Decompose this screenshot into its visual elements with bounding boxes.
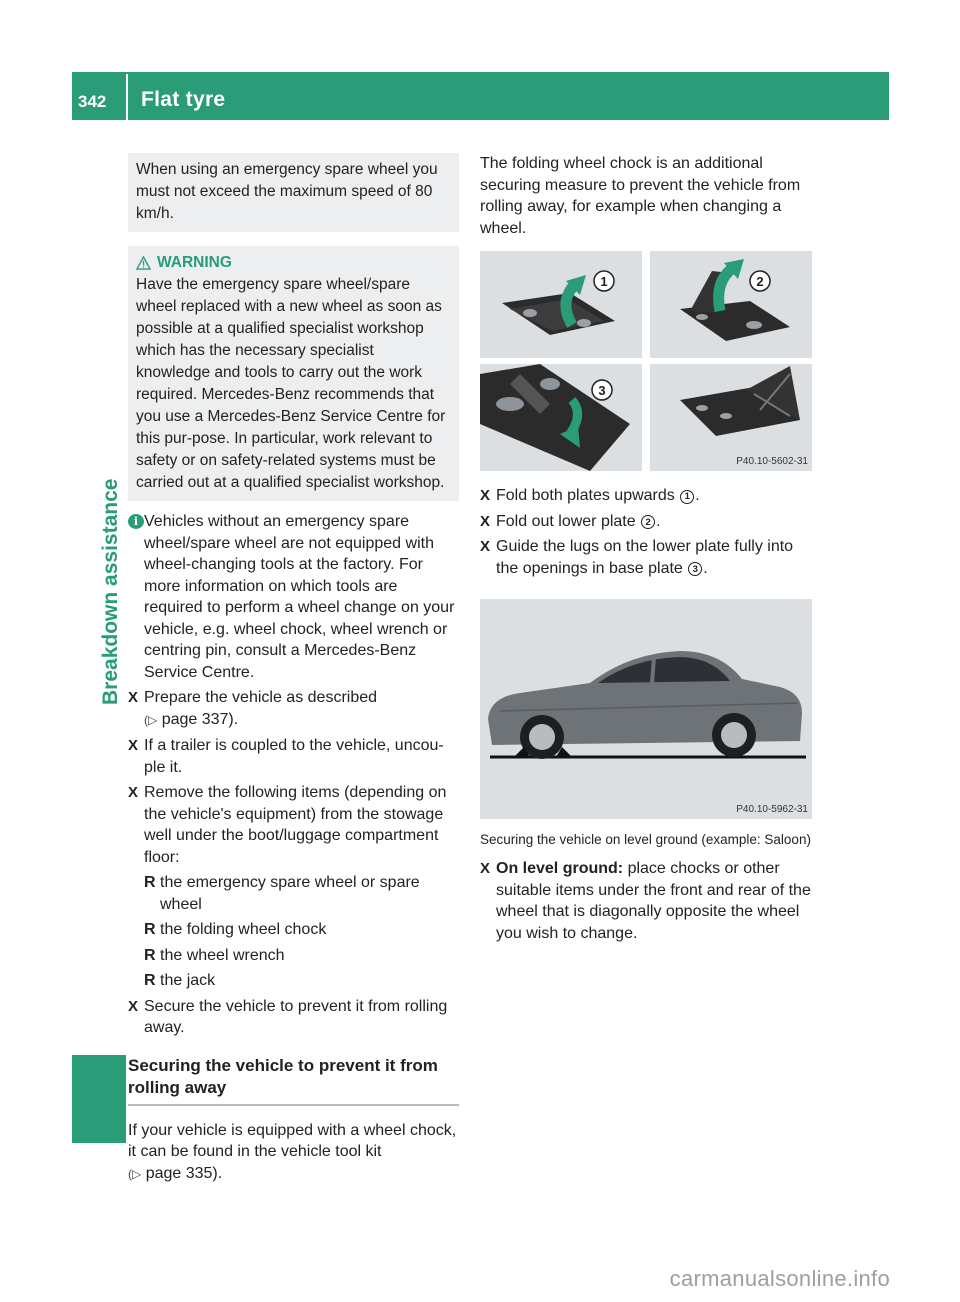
step-marker: X — [480, 860, 491, 877]
step-level-ground — [480, 858, 812, 944]
figure-panel-1 — [480, 251, 642, 358]
warning-label: WARNING — [157, 254, 232, 271]
body-text: If your vehicle is equipped with a wheel chock, it can be found in the vehicle tool kit — [128, 1121, 457, 1160]
speed-note-text: When using an emergency spare wheel you must not exceed the maximum speed of 80 km/h. — [136, 161, 438, 222]
chapter-title: Flat tyre — [141, 88, 226, 111]
section-heading: Securing the vehicle to prevent it from rolling away — [128, 1055, 459, 1106]
wheel-chock-figure — [480, 251, 812, 471]
chock-plate-illustration — [650, 251, 812, 358]
step-marker: X — [128, 784, 139, 801]
warning-heading — [136, 252, 451, 274]
speed-note-box — [128, 153, 459, 232]
wheel-chock-paragraph — [128, 1120, 459, 1186]
period: . — [703, 559, 708, 577]
step-secure-vehicle — [128, 996, 459, 1039]
header-divider — [126, 74, 128, 120]
step-text: place chocks or other suitable items under the front and rear of the wheel that is diagonally opposite the wheel you wish to change. — [496, 860, 811, 942]
callout-ref: 1 — [680, 490, 694, 504]
bullet-item — [128, 945, 459, 967]
step-fold-plates — [480, 485, 812, 507]
step-text: Fold out lower plate — [496, 512, 636, 530]
step-fold-out-lower — [480, 511, 812, 533]
chock-plate-illustration — [480, 364, 642, 471]
step-marker: X — [480, 512, 491, 530]
period: . — [656, 512, 661, 530]
step-text: Guide the lugs on the lower plate fully into the openings in base plate — [496, 538, 794, 577]
step-uncouple-trailer — [128, 735, 459, 778]
step-marker: X — [128, 737, 139, 754]
info-paragraph — [128, 511, 459, 683]
step-text: Remove the following items (depending on the vehicle's equipment) from the stowage well under the boot/luggage compartment floor: — [144, 784, 447, 866]
step-text: Secure the vehicle to prevent it from rolling away. — [144, 997, 448, 1036]
warning-text: Have the emergency spare wheel/spare wheel replaced with a new wheel as soon as possible at a qualified specialist workshop which has the necessary specialist knowledge and tools to carry out the work required. Mercedes-Benz recommends that you use a Mercedes-Benz Service Centre for this pur-pose. In particular, work relevant to safety or on safety-related systems must be carried out at a qualified specialist workshop. — [136, 276, 446, 491]
step-marker: X — [128, 689, 139, 706]
figure-panel-4 — [650, 364, 812, 471]
bullet-text: the wheel wrench — [160, 946, 285, 964]
step-marker: X — [480, 487, 491, 504]
step-bold-lead: On level ground: — [496, 860, 624, 877]
saloon-figure — [480, 599, 812, 819]
bullet-item — [128, 919, 459, 941]
step-text: If a trailer is coupled to the vehicle, uncou-ple it. — [144, 737, 444, 776]
info-text: Vehicles without an emergency spare wheel/spare wheel are not equipped with wheel-changing tools at the factory. For more information on which tools are required to perform a wheel change on your vehicle, e.g. wheel chock, wheel wrench or centring pin, consult a Mercedes-Benz Service Centre. — [144, 513, 455, 681]
bullet-marker: R — [144, 946, 156, 964]
page-number: 342 — [78, 92, 107, 111]
warning-triangle-icon — [136, 256, 151, 270]
right-column — [480, 153, 812, 944]
figure-code: P40.10-5602-31 — [736, 456, 808, 467]
step-text: Fold both plates upwards — [496, 487, 675, 504]
bullet-text: the emergency spare wheel or spare wheel — [160, 874, 420, 913]
side-chapter-title: Breakdown assistance — [99, 478, 122, 705]
step-guide-lugs — [480, 536, 812, 579]
page-reference-link[interactable]: page 335). — [145, 1164, 223, 1182]
callout-2: 2 — [756, 274, 764, 289]
bullet-marker: R — [144, 921, 156, 938]
side-tab-block — [72, 1055, 126, 1143]
chock-plate-illustration — [480, 251, 642, 358]
info-icon: i — [128, 514, 144, 529]
figure-code: P40.10-5962-31 — [736, 804, 808, 815]
figure-caption: Securing the vehicle on level ground (example: Saloon) — [480, 832, 811, 847]
figure-panel-3 — [480, 364, 642, 471]
callout-1: 1 — [600, 274, 608, 289]
step-remove-items — [128, 782, 459, 868]
wheel-chock-intro: The folding wheel chock is an additional securing measure to prevent the vehicle from rolling away, for example when changing a wheel. — [480, 155, 801, 237]
bullet-item — [128, 872, 459, 915]
bullet-item — [128, 970, 459, 992]
bullet-text: the jack — [160, 972, 216, 989]
period: . — [695, 487, 700, 504]
warning-box — [128, 246, 459, 501]
page-reference-link[interactable]: page 337). — [161, 710, 239, 728]
bullet-text: the folding wheel chock — [160, 921, 327, 938]
bullet-marker: R — [144, 874, 156, 891]
callout-ref: 3 — [688, 562, 702, 576]
step-marker: X — [480, 538, 491, 555]
chock-assembled-illustration — [650, 364, 812, 471]
page-pointer-icon: (▷ — [144, 712, 158, 727]
figure-panel-2 — [650, 251, 812, 358]
bullet-marker: R — [144, 972, 156, 989]
step-text: Prepare the vehicle as described — [144, 689, 378, 706]
callout-3: 3 — [598, 383, 606, 398]
page-pointer-icon: (▷ — [128, 1166, 142, 1181]
saloon-car-illustration — [480, 599, 812, 819]
watermark: carmanualsonline.info — [669, 1266, 890, 1291]
step-prepare-vehicle — [128, 687, 459, 731]
callout-ref: 2 — [641, 515, 655, 529]
left-column — [128, 153, 459, 1185]
step-marker: X — [128, 997, 139, 1015]
